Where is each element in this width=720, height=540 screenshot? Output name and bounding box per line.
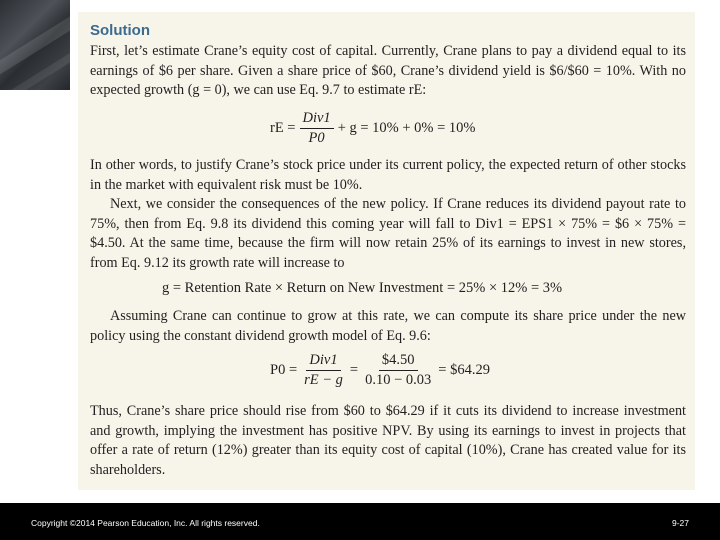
- fraction-denominator: P0: [308, 130, 325, 146]
- paragraph-equity-cost: First, let’s estimate Crane’s equity cost of capital. Currently, Crane plans to pay a dividend equal to its earnings of $6 per share. Given a share price of $60, Crane’s dividend yield is $6/$60 = 10%. With no expected growth (g = 0), we can use Eq. 9.7 to estimate rE:: [90, 43, 686, 98]
- equation-growth-rate: g = Retention Rate × Return on New Investment = 25% × 12% = 3%: [162, 280, 563, 296]
- slide-number: 9-27: [671, 518, 689, 528]
- equation-share-price: [270, 352, 490, 389]
- fraction-div-over-price: [300, 110, 334, 147]
- fraction-denominator: rE − g: [304, 372, 343, 388]
- fraction-denominator: 0.10 − 0.03: [365, 372, 432, 388]
- fraction-numerator: $4.50: [379, 352, 418, 371]
- paragraph-new-policy: Next, we consider the consequences of the new policy. If Crane reduces its dividend payout rate to 75%, then from Eq. 9.8 its dividend this coming year will fall to Div1 = EPS1 × 75% = $6 × 75% = $4.50. At the same time, because the firm will now retain 25% of its earnings to invest in new stores, from Eq. 9.12 its growth rate will increase to: [90, 196, 686, 271]
- equation-rhs: = $64.29: [438, 362, 490, 378]
- copyright-text: Copyright ©2014 Pearson Education, Inc. All rights reserved.: [31, 518, 260, 528]
- paragraph-justify-price: In other words, to justify Crane’s stock price under its current policy, the expected return of other stocks in the market with equivalent risk must be 10%.: [90, 157, 686, 193]
- decorative-corner-image: [0, 0, 70, 90]
- paragraph-conclusion: Thus, Crane’s share price should rise from $60 to $64.29 if it cuts its dividend to increase investment and growth, implying the investment has positive NPV. By using its earnings to invest in projects that offer a rate of return (12%) greater than its equity cost of capital (10%), Crane has created value for its shareholders.: [90, 403, 686, 478]
- fraction-numeric: [362, 352, 434, 389]
- paragraph-constant-growth: Assuming Crane can continue to grow at this rate, we can compute its share price under the new policy using the constant dividend growth model of Eq. 9.6:: [90, 308, 686, 344]
- equation-cost-of-capital: [270, 110, 476, 147]
- footer-bar: [0, 503, 720, 540]
- equation-lhs: P0 =: [270, 362, 298, 378]
- fraction-numerator: Div1: [306, 352, 340, 371]
- equation-lhs: rE =: [270, 120, 296, 136]
- fraction-div-over-growth: [301, 352, 346, 389]
- section-heading: Solution: [90, 22, 150, 39]
- equation-rhs: + g = 10% + 0% = 10%: [337, 120, 476, 136]
- fraction-numerator: Div1: [300, 110, 334, 129]
- equals-sign: =: [349, 362, 359, 378]
